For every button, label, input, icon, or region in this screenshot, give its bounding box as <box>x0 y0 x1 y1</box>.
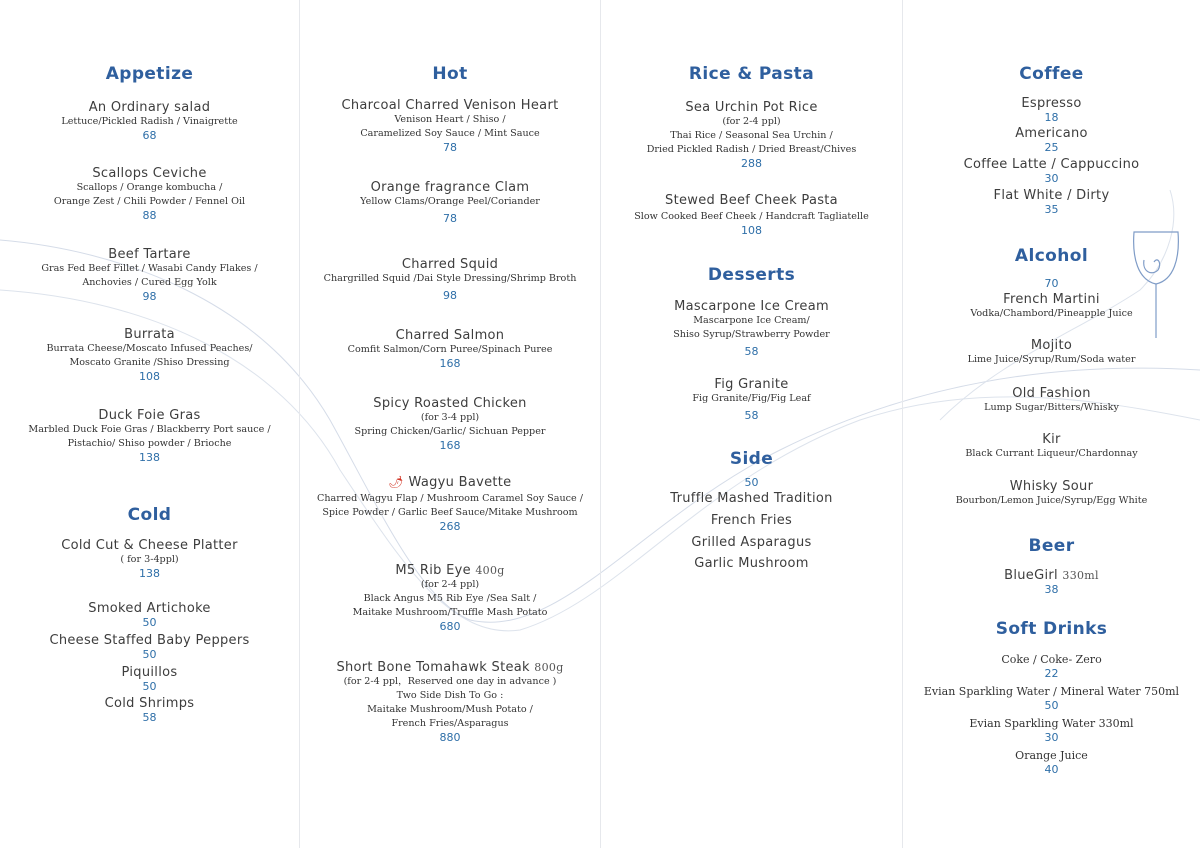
menu-item <box>300 563 600 633</box>
item-description: Charred Wagyu Flap / Mushroom Caramel Soy Sauce / Spice Powder / Garlic Beef Sauce/Mitake Mushroom <box>316 493 583 518</box>
menu-item <box>0 601 299 629</box>
side-price: 50 <box>744 476 759 489</box>
side-item: Garlic Mushroom <box>694 556 809 571</box>
item-price: 288 <box>741 157 762 170</box>
item-name: Smoked Artichoke <box>88 601 211 616</box>
menu-item <box>300 475 600 533</box>
item-description: Gras Fed Beef Fillet / Wasabi Candy Flakes / Anchovies / Cured Egg Yolk <box>41 263 258 288</box>
item-price: 18 <box>1044 111 1059 124</box>
menu-item <box>0 538 299 580</box>
item-name: Short Bone Tomahawk Steak <box>336 660 530 675</box>
menu-item <box>300 396 600 452</box>
item-name: An Ordinary salad <box>88 100 211 115</box>
item-price: 58 <box>142 711 157 724</box>
menu-item <box>903 188 1200 216</box>
item-name: Stewed Beef Cheek Pasta <box>665 193 838 208</box>
item-name: Spicy Roasted Chicken <box>373 396 527 411</box>
item-name: Espresso <box>1021 96 1082 111</box>
section-title-alcohol: Alcohol <box>1014 246 1089 266</box>
item-name: Charred Salmon <box>395 328 505 343</box>
menu-item <box>0 665 299 693</box>
item-price: 680 <box>439 620 461 633</box>
item-description: Two Side Dish To Go : Maitake Mushroom/Mush Potato / French Fries/Asparagus <box>367 690 533 729</box>
menu-item <box>903 338 1200 367</box>
item-name: Cold Shrimps <box>104 696 195 711</box>
menu-column-1 <box>0 0 299 848</box>
item-name: Flat White / Dirty <box>993 188 1110 203</box>
menu-item <box>903 292 1200 321</box>
item-name: Evian Sparkling Water / Mineral Water 750ml <box>923 685 1180 698</box>
item-description: Chargrilled Squid /Dai Style Dressing/Shrimp Broth <box>323 273 577 284</box>
item-price: 78 <box>443 212 457 225</box>
item-name: Kir <box>1042 432 1061 447</box>
item-price: 30 <box>1044 731 1059 744</box>
section-title-desserts: Desserts <box>707 265 796 285</box>
item-name: Cheese Staffed Baby Peppers <box>49 633 250 648</box>
item-name: Fig Granite <box>714 377 789 392</box>
menu-item <box>903 157 1200 185</box>
menu-item <box>903 479 1200 508</box>
item-serving-note: (for 2-4 ppl，Reserved one day in advance ) <box>343 676 557 687</box>
section-title-hot: Hot <box>432 64 468 84</box>
item-price: 138 <box>139 451 160 464</box>
item-price: 35 <box>1044 203 1059 216</box>
item-description: Black Angus M5 Rib Eye /Sea Salt / Maitake Mushroom/Truffle Mash Potato <box>352 593 548 618</box>
menu-item <box>300 257 600 302</box>
menu-item <box>903 685 1200 712</box>
item-description: Lime Juice/Syrup/Rum/Soda water <box>967 354 1136 365</box>
item-price: 30 <box>1044 172 1059 185</box>
item-price: 108 <box>741 224 762 237</box>
item-description: Lump Sugar/Bitters/Whisky <box>984 402 1119 413</box>
item-name: Piquillos <box>121 665 178 680</box>
item-price: 168 <box>439 439 461 452</box>
item-price: 22 <box>1044 667 1059 680</box>
item-description: Comfit Salmon/Corn Puree/Spinach Puree <box>347 344 553 355</box>
item-name: Sea Urchin Pot Rice <box>685 100 818 115</box>
side-item: Truffle Mashed Tradition <box>670 491 833 506</box>
section-title-cold: Cold <box>127 505 172 525</box>
menu-item <box>601 299 902 358</box>
side-item: French Fries <box>710 513 793 528</box>
item-description: Yellow Clams/Orange Peel/Coriander <box>360 196 540 207</box>
section-title-coffee: Coffee <box>1019 64 1084 84</box>
item-size: 800g <box>534 661 564 674</box>
item-size: 330ml <box>1062 569 1099 582</box>
item-price: 68 <box>142 129 157 142</box>
item-name: Duck Foie Gras <box>98 408 201 423</box>
item-serving-note: (for 2-4 ppl) <box>420 579 480 590</box>
alcohol-price: 70 <box>1044 277 1059 290</box>
menu-column-3 <box>601 0 902 848</box>
item-name: Charred Squid <box>401 257 499 272</box>
item-description: Venison Heart / Shiso / Caramelized Soy Sauce / Mint Sauce <box>360 114 540 139</box>
item-name: Beef Tartare <box>108 247 191 262</box>
item-size: 400g <box>475 564 505 577</box>
item-name: Mojito <box>1030 338 1073 353</box>
item-price: 880 <box>439 731 461 744</box>
item-description: Slow Cooked Beef Cheek / Handcraft Tagliatelle <box>634 211 869 222</box>
menu-item <box>903 717 1200 744</box>
item-name: Cold Cut & Cheese Platter <box>61 538 238 553</box>
item-price: 98 <box>443 289 457 302</box>
item-price: 50 <box>1044 699 1059 712</box>
menu-item <box>0 247 299 303</box>
item-name: Scallops Ceviche <box>92 166 207 181</box>
menu-item <box>903 126 1200 154</box>
item-description: Bourbon/Lemon Juice/Syrup/Egg White <box>955 495 1148 506</box>
item-name-row <box>300 475 600 490</box>
item-price: 268 <box>439 520 461 533</box>
item-name-row <box>300 563 600 578</box>
item-name: Coffee Latte / Cappuccino <box>963 157 1140 172</box>
section-title-rice-pasta: Rice & Pasta <box>688 64 815 84</box>
menu-column-2 <box>300 0 600 848</box>
menu-item <box>300 660 600 744</box>
item-price: 25 <box>1044 141 1059 154</box>
menu-item <box>0 696 299 724</box>
item-serving-note: (for 2-4 ppl) <box>722 116 781 127</box>
section-title-side: Side <box>729 449 774 469</box>
item-description: Spring Chicken/Garlic/ Sichuan Pepper <box>354 426 546 437</box>
item-price: 50 <box>142 680 157 693</box>
item-name: Americano <box>1015 126 1088 141</box>
menu-item <box>601 100 902 170</box>
item-name: French Martini <box>1003 292 1100 307</box>
section-title-beer: Beer <box>1028 536 1075 556</box>
item-price: 168 <box>439 357 461 370</box>
menu-item <box>903 653 1200 680</box>
item-name: Whisky Sour <box>1009 479 1094 494</box>
item-description: Scallops / Orange kombucha / Orange Zest / Chili Powder / Fennel Oil <box>53 182 246 207</box>
item-name: Wagyu Bavette <box>408 475 512 490</box>
menu-item <box>903 96 1200 124</box>
item-name-row <box>300 660 600 675</box>
item-name: Charcoal Charred Venison Heart <box>341 98 559 113</box>
item-description: Burrata Cheese/Moscato Infused Peaches/ Moscato Granite /Shiso Dressing <box>46 343 253 368</box>
item-serving-note: ( for 3-4ppl) <box>120 554 179 565</box>
item-serving-note: (for 3-4 ppl) <box>420 412 480 423</box>
item-name: Orange fragrance Clam <box>370 180 530 195</box>
item-name-row <box>903 568 1200 583</box>
menu-item <box>0 327 299 383</box>
side-item: Grilled Asparagus <box>691 535 812 550</box>
item-price: 50 <box>142 648 157 661</box>
chili-pepper-icon: 🌶 <box>388 475 405 489</box>
item-price: 88 <box>142 209 157 222</box>
item-description: Mascarpone Ice Cream/ Shiso Syrup/Strawberry Powder <box>673 315 830 340</box>
item-description: Vodka/Chambord/Pineapple Juice <box>970 308 1133 319</box>
item-price: 138 <box>139 567 160 580</box>
menu-item <box>903 568 1200 596</box>
item-price: 98 <box>142 290 157 303</box>
menu-item <box>0 408 299 464</box>
item-name: Mascarpone Ice Cream <box>674 299 829 314</box>
item-price: 58 <box>744 409 759 422</box>
item-name: M5 Rib Eye <box>395 563 471 578</box>
section-title-soft-drinks: Soft Drinks <box>995 619 1108 639</box>
menu-item <box>0 633 299 661</box>
item-description: Thai Rice / Seasonal Sea Urchin / Dried Pickled Radish / Dried Breast/Chives <box>646 130 857 155</box>
menu-item <box>903 386 1200 415</box>
item-description: Fig Granite/Fig/Fig Leaf <box>692 393 811 404</box>
menu-item <box>300 98 600 154</box>
item-price: 38 <box>1044 583 1059 596</box>
menu-item <box>300 328 600 370</box>
item-name: Old Fashion <box>1012 386 1091 401</box>
item-price: 40 <box>1044 763 1059 776</box>
item-name: Evian Sparkling Water 330ml <box>969 717 1134 730</box>
item-name: Orange Juice <box>1015 749 1088 762</box>
menu-item <box>601 193 902 237</box>
item-price: 58 <box>744 345 759 358</box>
menu-item <box>903 432 1200 461</box>
item-price: 108 <box>139 370 160 383</box>
menu-item <box>300 180 600 225</box>
menu-item <box>601 377 902 422</box>
item-description: Black Currant Liqueur/Chardonnay <box>965 448 1138 459</box>
item-name: Burrata <box>124 327 175 342</box>
menu-item <box>903 749 1200 776</box>
menu-item <box>0 166 299 222</box>
menu-item <box>0 100 299 142</box>
menu-column-4 <box>903 0 1200 848</box>
section-title-appetize: Appetize <box>105 64 194 84</box>
item-price: 78 <box>443 141 457 154</box>
item-price: 50 <box>142 616 157 629</box>
item-description: Marbled Duck Foie Gras / Blackberry Port sauce / Pistachio/ Shiso powder / Brioche <box>28 424 271 449</box>
item-name: Coke / Coke- Zero <box>1001 653 1102 666</box>
item-description: Lettuce/Pickled Radish / Vinaigrette <box>61 116 238 127</box>
item-name: BlueGirl <box>1004 568 1058 583</box>
